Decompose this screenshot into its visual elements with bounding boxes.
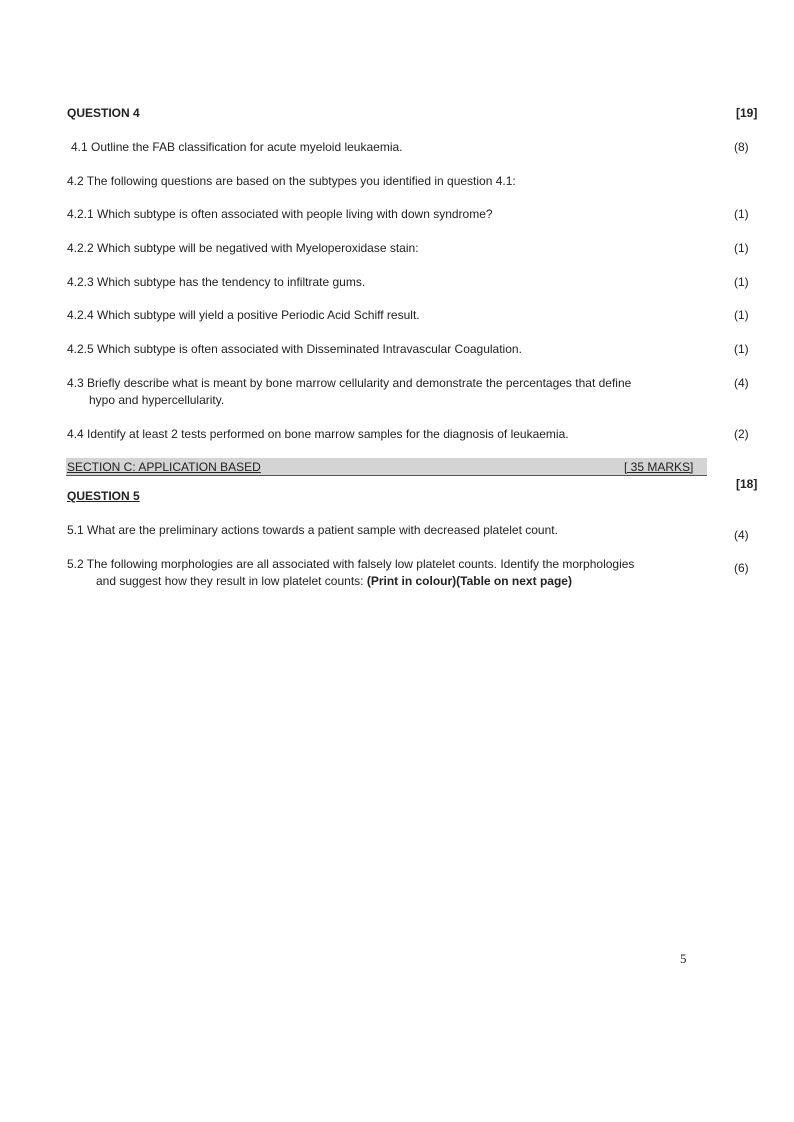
q4-2-text: 4.2 The following questions are based on the subtypes you identified in question 4.1:	[67, 174, 516, 188]
page-number: 5	[680, 951, 687, 966]
q5-1-text: 5.1 What are the preliminary actions towards a patient sample with decreased platelet count.	[67, 523, 558, 537]
q4-2-5-marks: (1)	[734, 342, 749, 356]
q4-4-marks: (2)	[734, 427, 749, 441]
question-4-title: QUESTION 4	[67, 106, 140, 120]
q4-3-text: 4.3 Briefly describe what is meant by bone marrow cellularity and demonstrate the percentages that define	[67, 376, 632, 390]
q4-4-text: 4.4 Identify at least 2 tests performed on bone marrow samples for the diagnosis of leukaemia.	[67, 427, 569, 441]
section-c-marks: [ 35 MARKS]	[624, 460, 694, 474]
q4-2-1-text: 4.2.1 Which subtype is often associated with people living with down syndrome?	[67, 207, 493, 221]
q5-2-text-plain: and suggest how they result in low platelet counts:	[96, 574, 367, 588]
q4-2-5-text: 4.2.5 Which subtype is often associated with Disseminated Intravascular Coagulation.	[67, 342, 522, 356]
q4-2-3-text: 4.2.3 Which subtype has the tendency to infiltrate gums.	[67, 275, 366, 289]
section-c-title: SECTION C: APPLICATION BASED	[67, 460, 261, 474]
question-4-marks: [19]	[736, 106, 758, 120]
q4-2-4-text: 4.2.4 Which subtype will yield a positive Periodic Acid Schiff result.	[67, 308, 420, 322]
question-5-marks: [18]	[736, 477, 758, 491]
q5-1-marks: (4)	[734, 528, 749, 542]
q5-2-text-cont	[96, 574, 572, 588]
q4-2-3-marks: (1)	[734, 275, 749, 289]
question-5-title: QUESTION 5	[67, 489, 140, 503]
q5-2-text: 5.2 The following morphologies are all associated with falsely low platelet counts. Identify the morphologies	[67, 557, 635, 571]
q4-2-1-marks: (1)	[734, 207, 749, 221]
q4-2-2-text: 4.2.2 Which subtype will be negatived with Myeloperoxidase stain:	[67, 241, 419, 255]
q4-3-marks: (4)	[734, 376, 749, 390]
q4-2-4-marks: (1)	[734, 308, 749, 322]
q4-1-text: 4.1 Outline the FAB classification for acute myeloid leukaemia.	[71, 140, 403, 154]
q4-3-text-cont: hypo and hypercellularity.	[89, 393, 225, 407]
q4-2-2-marks: (1)	[734, 241, 749, 255]
q5-2-marks: (6)	[734, 561, 749, 575]
q4-1-marks: (8)	[734, 140, 749, 154]
q5-2-print-note: (Print in colour)(Table on next page)	[366, 574, 572, 588]
